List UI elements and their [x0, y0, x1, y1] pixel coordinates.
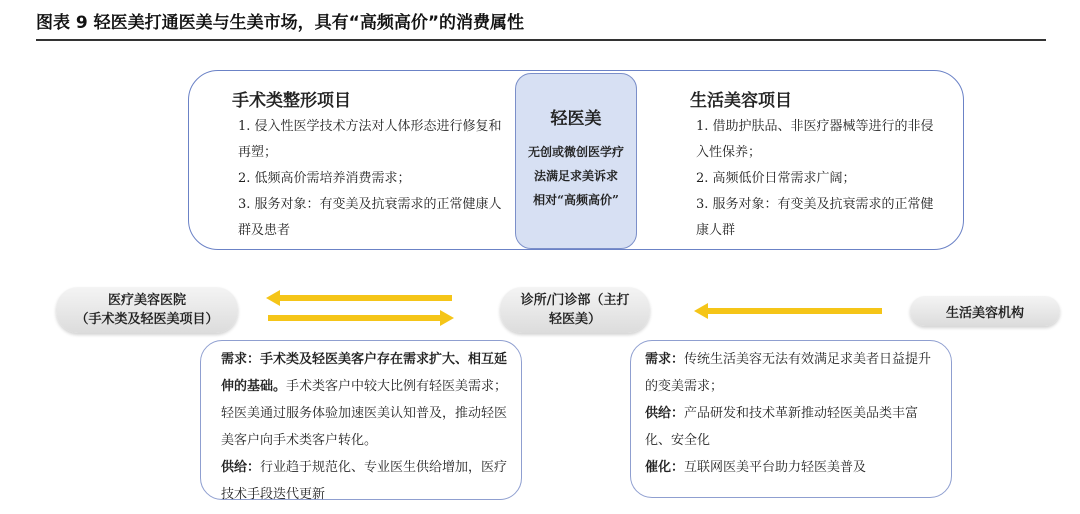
arrow-right-icon	[268, 310, 454, 326]
supply-label: 供给：	[221, 460, 261, 475]
demand-label: 需求：	[645, 352, 685, 367]
surgical-item: 3. 服务对象：有变美及抗衰需求的正常健康人群及患者	[238, 197, 502, 238]
right-demand	[645, 346, 943, 400]
surgical-list	[238, 114, 504, 244]
hospital-pill	[56, 287, 238, 333]
light-line: 法满足求美诉求	[533, 169, 618, 183]
light-description	[520, 140, 632, 212]
figure-title: 图表 9 轻医美打通医美与生美市场，具有“高频高价”的消费属性	[36, 8, 1046, 41]
arrow-left-icon	[266, 290, 452, 306]
right-info-box	[630, 340, 952, 498]
left-info-box	[200, 340, 522, 500]
lifestyle-item: 1. 借助护肤品、非医疗器械等进行的非侵入性保养；	[696, 119, 934, 160]
catalyst-label: 催化：	[645, 460, 685, 475]
beauty-org-pill	[910, 296, 1060, 326]
demand-label: 需求：	[221, 352, 261, 367]
supply-text: 产品研发和技术革新推动轻医美品类丰富化、安全化	[645, 406, 919, 448]
left-demand	[221, 346, 513, 454]
lifestyle-list	[696, 114, 946, 244]
catalyst-text: 互联网医美平台助力轻医美普及	[684, 460, 867, 475]
hospital-line: （手术类及轻医美项目）	[75, 312, 219, 327]
supply-text: 行业趋于规范化、专业医生供给增加，医疗技术手段迭代更新	[221, 460, 508, 502]
demand-highlight: 手术类及轻医美客户存在需求扩大、相互延伸的基础。	[221, 352, 508, 394]
surgical-title: 手术类整形项目	[232, 91, 351, 111]
light-line: 相对“高频高价”	[533, 193, 619, 207]
light-line: 无创或微创医学疗	[527, 145, 624, 159]
clinic-pill	[500, 287, 650, 333]
beauty-org-label: 生活美容机构	[945, 305, 1024, 321]
hospital-line: 医疗美容医院	[107, 293, 186, 308]
lifestyle-item: 3. 服务对象：有变美及抗衰需求的正常健康人群	[696, 197, 934, 238]
light-title: 轻医美	[550, 109, 602, 129]
supply-label: 供给：	[645, 406, 685, 421]
demand-text: 手术类客户中较大比例有轻医美需求；轻医美通过服务体验加速医美认知普及，推动轻医美客户向手术类客户转化。	[221, 379, 508, 448]
lifestyle-title: 生活美容项目	[690, 91, 792, 111]
clinic-line: 轻医美）	[548, 312, 601, 327]
surgical-item: 2. 低频高价需培养消费需求；	[238, 171, 411, 186]
demand-text: 传统生活美容无法有效满足求美者日益提升的变美需求；	[645, 352, 932, 394]
lifestyle-item: 2. 高频低价日常需求广阔；	[696, 171, 856, 186]
left-supply	[221, 454, 513, 508]
clinic-line: 诊所/门诊部（主打	[520, 293, 630, 308]
light-medical-beauty-box	[515, 73, 637, 249]
surgical-item: 1. 侵入性医学技术方法对人体形态进行修复和再塑；	[238, 119, 502, 160]
right-supply	[645, 400, 943, 454]
arrow-left-icon	[694, 303, 882, 319]
right-catalyst	[645, 454, 943, 481]
